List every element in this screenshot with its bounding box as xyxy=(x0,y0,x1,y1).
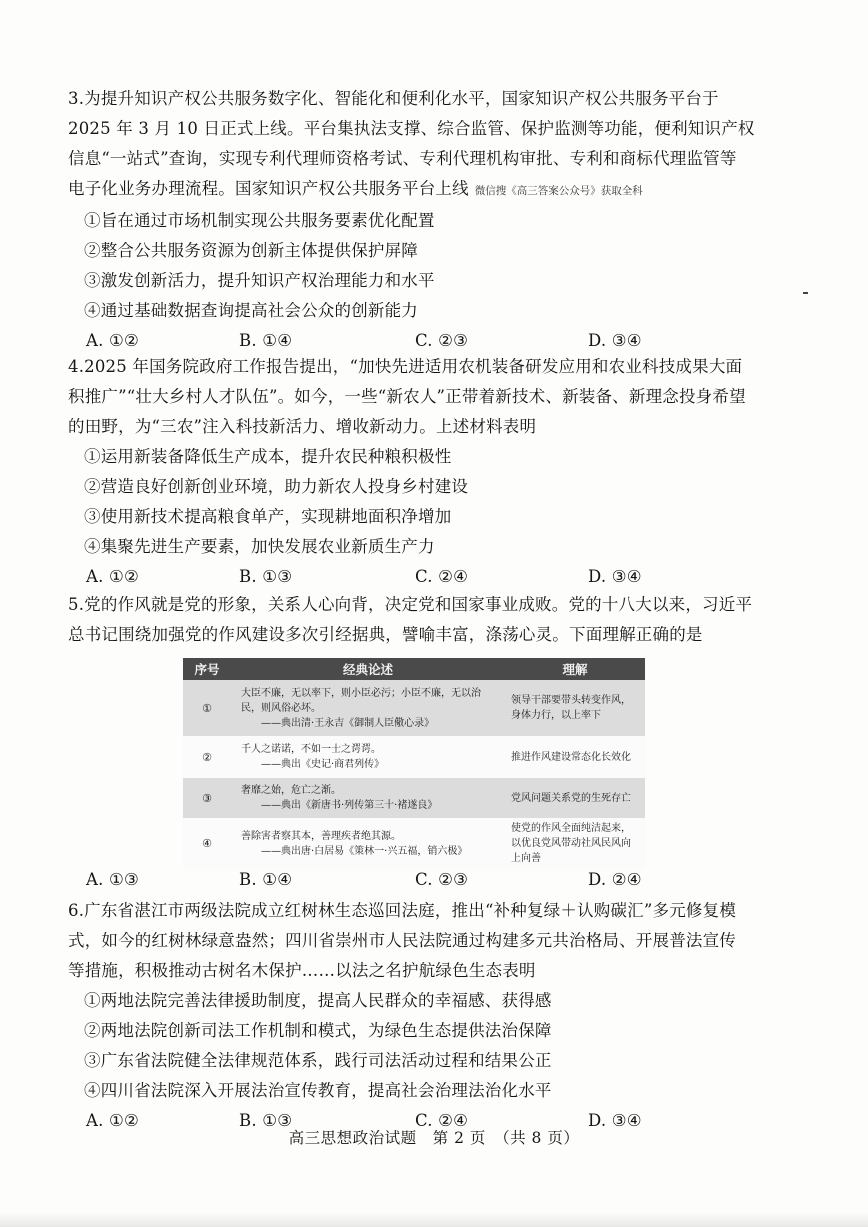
question-5-stem-line: 5.党的作风就是党的形象，关系人心向背，决定党和国家事业成败。党的十八大以来，习近平 xyxy=(68,595,753,614)
question-3-option-2: ②整合公共服务资源为创新主体提供保护屏障 xyxy=(84,241,418,260)
watermark-note: 微信搜《高三答案公众号》获取全科 xyxy=(474,185,643,197)
quote-text: 奢靡之始，危亡之渐。 xyxy=(241,785,341,796)
quote-cell xyxy=(231,680,505,736)
choice-b: B. ①④ xyxy=(239,331,293,350)
quote-cell xyxy=(231,736,505,778)
question-5 xyxy=(68,590,788,650)
question-6-stem-line: 6.广东省湛江市两级法院成立红树林生态巡回法庭，推出“补种复绿＋认购碳汇”多元修复模 xyxy=(68,901,737,920)
question-3-stem-line: 3.为提升知识产权公共服务数字化、智能化和便利化水平，国家知识产权公共服务平台于 xyxy=(68,89,719,108)
question-4-stem-line: 4.2025 年国务院政府工作报告提出，“加快先进适用农机装备研发应用和农业科技成果大面 xyxy=(68,357,743,376)
choice-a: A. ①③ xyxy=(86,870,139,889)
classic-quotes-table-wrap xyxy=(183,658,645,863)
question-3-option-3: ③激发创新活力，提升知识产权治理能力和水平 xyxy=(84,271,435,290)
question-4-option-2: ②营造良好创新创业环境，助力新农人投身乡村建设 xyxy=(84,477,469,496)
question-6-stem-line: 式，如今的红树林绿意盎然；四川省崇州市人民法院通过构建多元共治格局、开展普法宣传 xyxy=(68,931,736,950)
meaning-cell: 党风问题关系党的生死存亡 xyxy=(505,778,645,818)
question-3-stem-line xyxy=(68,174,788,206)
table-row xyxy=(183,736,645,778)
question-6-option-1: ①两地法院完善法律援助制度，提高人民群众的幸福感、获得感 xyxy=(84,991,552,1010)
question-3-stem-line: 信息“一站式”查询，实现专利代理师资格考试、专利代理机构审批、专利和商标代理监管等 xyxy=(68,149,737,168)
quote-source: ——典出唐·白居易《策林一·兴五福，销六极》 xyxy=(261,845,468,857)
question-6-option-2: ②两地法院创新司法工作机制和模式，为绿色生态提供法治保障 xyxy=(84,1021,552,1040)
quote-text: 千人之诺诺，不如一士之谔谔。 xyxy=(241,744,381,755)
question-6-option-4: ④四川省法院深入开展法治宣传教育，提高社会治理法治化水平 xyxy=(84,1081,552,1100)
question-3-option-1: ①旨在通过市场机制实现公共服务要素优化配置 xyxy=(84,211,435,230)
choice-c: C. ②③ xyxy=(415,331,469,350)
row-number: ② xyxy=(183,736,231,778)
question-4 xyxy=(68,352,788,592)
table-header-row xyxy=(183,658,645,680)
meaning-cell: 推进作风建设常态化长效化 xyxy=(505,736,645,778)
question-3-option-4: ④通过基础数据查询提高社会公众的创新能力 xyxy=(84,301,418,320)
row-number: ④ xyxy=(183,818,231,869)
scan-mark xyxy=(803,292,808,294)
choice-d: D. ③④ xyxy=(588,331,642,350)
question-6-option-3: ③广东省法院健全法律规范体系，践行司法活动过程和结果公正 xyxy=(84,1051,552,1070)
scan-edge xyxy=(0,1212,868,1227)
table-row xyxy=(183,818,645,869)
question-5-stem-line: 总书记围绕加强党的作风建设多次引经据典，譬喻丰富，涤荡心灵。下面理解正确的是 xyxy=(68,625,703,644)
classic-quotes-table xyxy=(183,658,645,869)
quote-source: ——典出清·王永吉《御制人臣儆心录》 xyxy=(261,717,435,729)
question-4-stem-line: 的田野，为“三农”注入科技新活力、增收新动力。上述材料表明 xyxy=(68,417,537,436)
table-header: 理解 xyxy=(505,658,645,680)
meaning-cell: 领导干部要带头转变作风，身体力行，以上率下 xyxy=(505,680,645,736)
question-3-stem-text: 电子化业务办理流程。国家知识产权公共服务平台上线 xyxy=(68,179,469,198)
quote-cell xyxy=(231,818,505,869)
question-3-stem-line: 2025 年 3 月 10 日正式上线。平台集执法支撑、综合监管、保护监测等功能，便利知识产权 xyxy=(68,119,755,138)
table-header: 序号 xyxy=(183,658,231,680)
question-4-option-4: ④集聚先进生产要素，加快发展农业新质生产力 xyxy=(84,537,435,556)
quote-source: ——典出《新唐书·列传第三十·褚遂良》 xyxy=(261,800,438,811)
choice-d: D. ②④ xyxy=(588,870,642,889)
question-6-stem-line: 等措施，积极推动古树名木保护……以法之名护航绿色生态表明 xyxy=(68,961,536,980)
choice-b: B. ①④ xyxy=(239,870,293,889)
question-3 xyxy=(68,84,788,356)
choice-a: A. ①② xyxy=(86,1111,139,1130)
quote-cell xyxy=(231,778,505,818)
choice-b: B. ①③ xyxy=(239,567,293,586)
row-number: ③ xyxy=(183,778,231,818)
choice-c: C. ②③ xyxy=(415,870,469,889)
choice-c: C. ②④ xyxy=(415,1111,469,1130)
table-row xyxy=(183,680,645,736)
question-4-stem-line: 积推广”“壮大乡村人才队伍”。如今，一些“新农人”正带着新技术、新装备、新理念投身希望 xyxy=(68,387,746,406)
choice-a: A. ①② xyxy=(86,331,139,350)
choice-a: A. ①② xyxy=(86,567,139,586)
meaning-cell: 使党的作风全面纯洁起来，以优良党风带动社风民风向上向善 xyxy=(505,818,645,869)
quote-text: 善除害者察其本，善理疾者绝其源。 xyxy=(241,830,401,842)
quote-text: 大臣不廉，无以率下，则小臣必污；小臣不廉，无以治民，则风俗必坏。 xyxy=(241,687,481,714)
table-header: 经典论述 xyxy=(231,658,505,680)
question-5-answers xyxy=(68,865,788,895)
choice-c: C. ②④ xyxy=(415,567,469,586)
question-5-choices xyxy=(68,865,788,895)
question-4-option-1: ①运用新装备降低生产成本，提升农民种粮积极性 xyxy=(84,447,452,466)
choice-b: B. ①③ xyxy=(239,1111,293,1130)
question-4-option-3: ③使用新技术提高粮食单产，实现耕地面积净增加 xyxy=(84,507,452,526)
choice-d: D. ③④ xyxy=(588,1111,642,1130)
page-footer: 高三思想政治试题 第 2 页 （共 8 页） xyxy=(288,1129,580,1147)
choice-d: D. ③④ xyxy=(588,567,642,586)
row-number: ① xyxy=(183,680,231,736)
question-6 xyxy=(68,896,788,1136)
quote-source: ——典出《史记·商君列传》 xyxy=(261,759,385,770)
table-row xyxy=(183,778,645,818)
question-4-choices xyxy=(68,562,788,592)
